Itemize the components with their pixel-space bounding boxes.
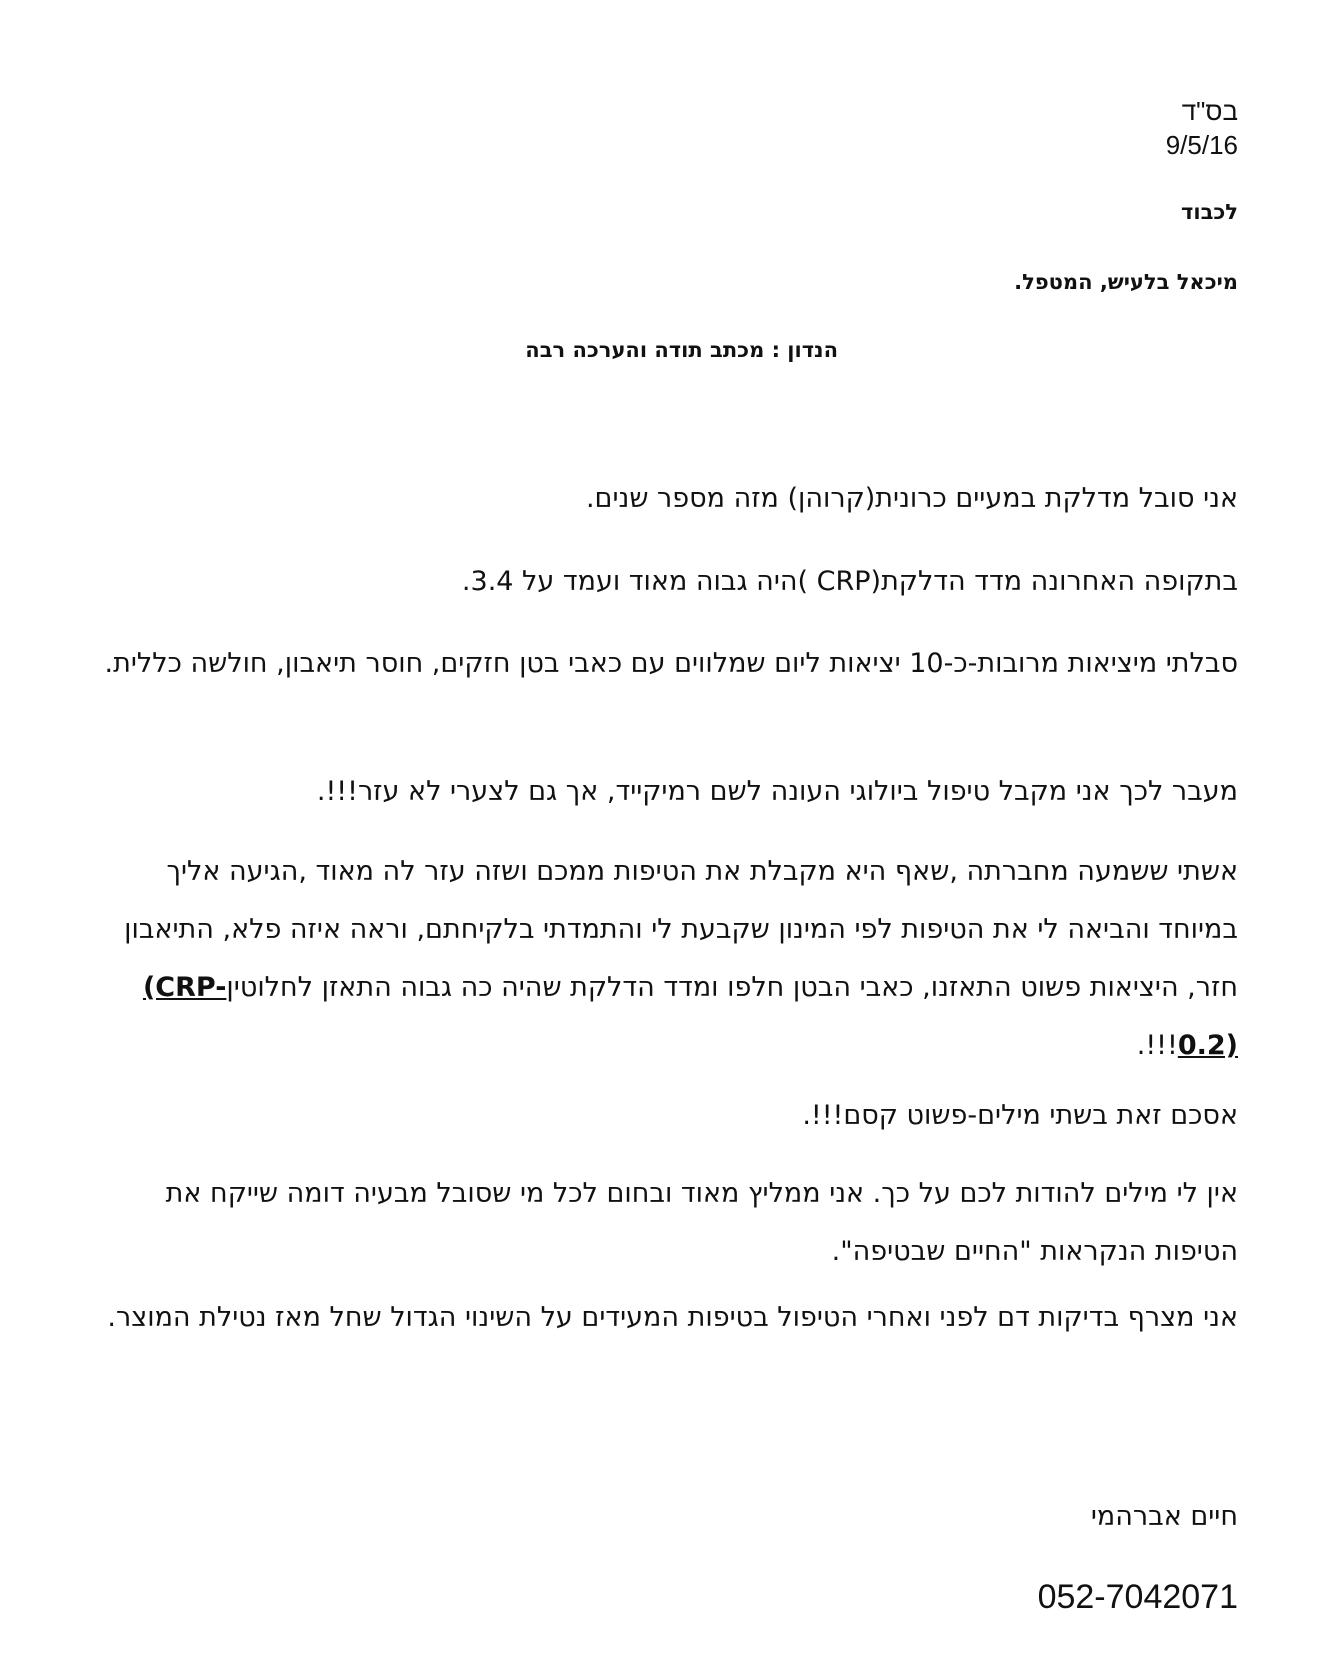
paragraph-2: בתקופה האחרונה מדד הדלקת(CRP )היה גבוה מאוד ועמד על 3.4. — [461, 566, 1238, 597]
paragraph-5-end: !!!. — [1136, 1030, 1178, 1061]
paragraph-5-text: אשתי ששמעה מחברתה ,שאף היא מקבלת את הטיפות ממכם ושזה עזר לה מאוד ,הגיעה אליך במיוחד והביאה לי את הטיפות לפי המינון שקבעת לי והתמדתי בלקיחתם, וראה איזה פלא, התיאבון חזר, היציאות פשוט התאזנו, כאבי הבטן חלפו ומדד הדלקת שהיה כה גבוה התאזן לחלוטין — [124, 856, 1238, 1003]
paragraph-8: אני מצרף בדיקות דם לפני ואחרי הטיפול בטיפות המעידים על השינוי הגדול שחל מאז נטילת המוצר. — [107, 1302, 1238, 1333]
paragraph-5 — [88, 843, 1238, 1075]
to-label: לכבוד — [1181, 200, 1238, 224]
bsd-header: בס"ד — [1181, 96, 1238, 126]
signature-name: חיים אברהמי — [1090, 1501, 1238, 1532]
signature-phone: 052-7042071 — [1037, 1578, 1238, 1616]
paragraph-6: אסכם זאת בשתי מילים-פשוט קסם!!!. — [802, 1100, 1238, 1131]
letter-date: 9/5/16 — [1165, 130, 1238, 160]
paragraph-4: מעבר לכך אני מקבל טיפול ביולוגי העונה לשם רמיקייד, אך גם לצערי לא עזר!!!. — [316, 776, 1238, 807]
crp-value: (CRP- 0.2) — [142, 972, 1238, 1061]
paragraph-7: אין לי מילים להודות לכם על כך. אני ממליץ מאוד ובחום לכל מי שסובל מבעיה דומה שייקח את הטיפות הנקראות "החיים שבטיפה". — [165, 1178, 1238, 1267]
paragraph-3: סבלתי מיציאות מרובות-כ-10 יציאות ליום שמלווים עם כאבי בטן חזקים, חוסר תיאבון, חולשה כללית. — [104, 648, 1238, 679]
recipient-name: מיכאל בלעיש, המטפל. — [1014, 270, 1238, 294]
paragraph-1: אני סובל מדלקת במעיים כרונית(קרוהן) מזה מספר שנים. — [585, 483, 1238, 514]
subject-line: הנדון : מכתב תודה והערכה רבה — [525, 338, 838, 362]
